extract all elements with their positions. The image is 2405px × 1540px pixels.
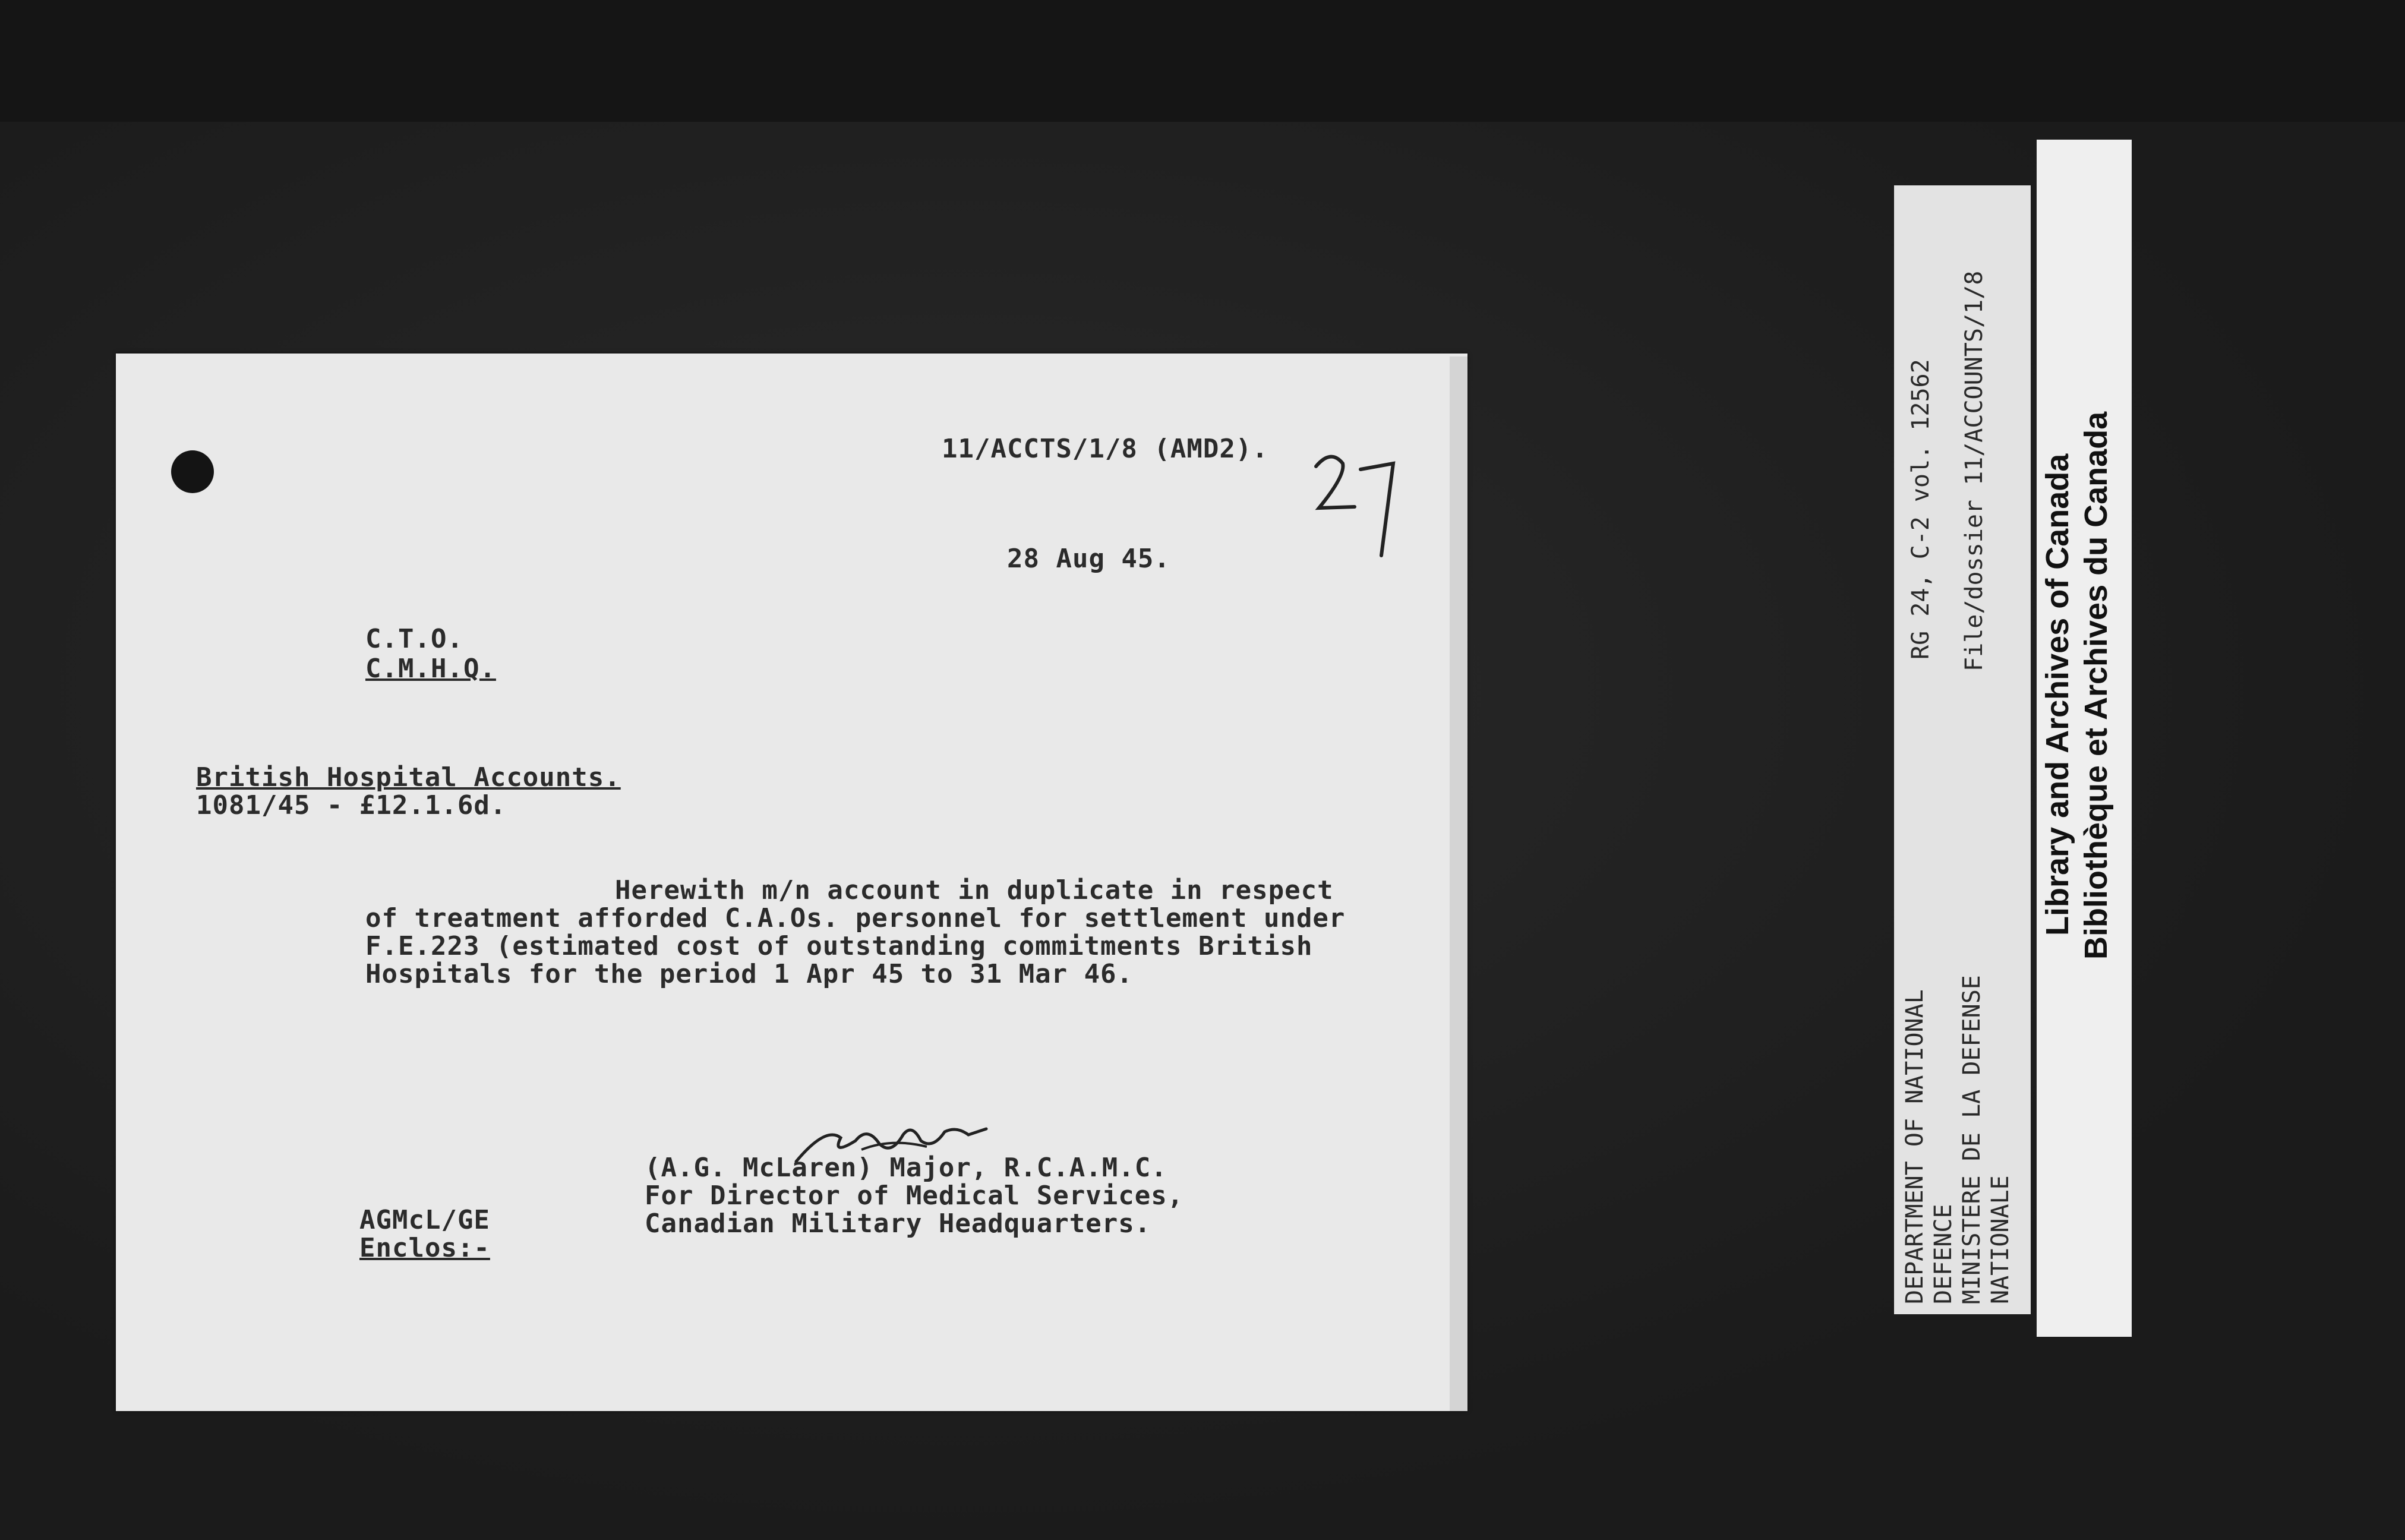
document-sheet-edge: [1450, 356, 1467, 1411]
subject-reference: 1081/45 - £12.1.6d.: [196, 790, 507, 821]
label-ministry-line-2: NATIONALE: [1987, 1175, 2014, 1304]
reference-initials: AGMcL/GE: [359, 1205, 490, 1235]
scanner-top-band: [0, 0, 2405, 122]
file-reference: 11/ACCTS/1/8 (AMD2).: [942, 434, 1268, 464]
label-institution-english: Library and Archives of Canada: [2040, 453, 2075, 936]
signatory-headquarters: Canadian Military Headquarters.: [645, 1208, 1151, 1239]
signatory-office: For Director of Medical Services,: [645, 1181, 1184, 1211]
subject-title: British Hospital Accounts.: [196, 762, 621, 793]
label-file-reference: File/dossier 11/ACCOUNTS/1/8: [1961, 270, 1988, 671]
handwritten-folio-number: [1304, 443, 1405, 561]
punch-hole: [171, 450, 214, 493]
label-record-group: RG 24, C-2 vol. 12562: [1907, 359, 1934, 659]
signatory-name: (A.G. McLaren) Major, R.C.A.M.C.: [645, 1153, 1167, 1183]
addressee-line-2: C.M.H.Q.: [365, 654, 496, 684]
body-line: of treatment afforded C.A.Os. personnel for settlement under: [365, 903, 1346, 933]
label-institution-french: Bibliothèque et Archives du Canada: [2078, 411, 2114, 960]
label-department-line-2: DEFENCE: [1930, 1204, 1957, 1304]
letter-date: 28 Aug 45.: [1007, 544, 1170, 574]
label-ministry-line-1: MINISTERE DE LA DEFENSE: [1958, 975, 1986, 1304]
body-line: Herewith m/n account in duplicate in respect: [615, 875, 1334, 905]
enclosure-note: Enclos:-: [359, 1233, 490, 1263]
label-department-line-1: DEPARTMENT OF NATIONAL: [1901, 989, 1929, 1304]
addressee-line-1: C.T.O.: [365, 624, 463, 654]
body-line: F.E.223 (estimated cost of outstanding commitments British: [365, 931, 1313, 961]
body-line: Hospitals for the period 1 Apr 45 to 31 Mar 46.: [365, 959, 1134, 989]
